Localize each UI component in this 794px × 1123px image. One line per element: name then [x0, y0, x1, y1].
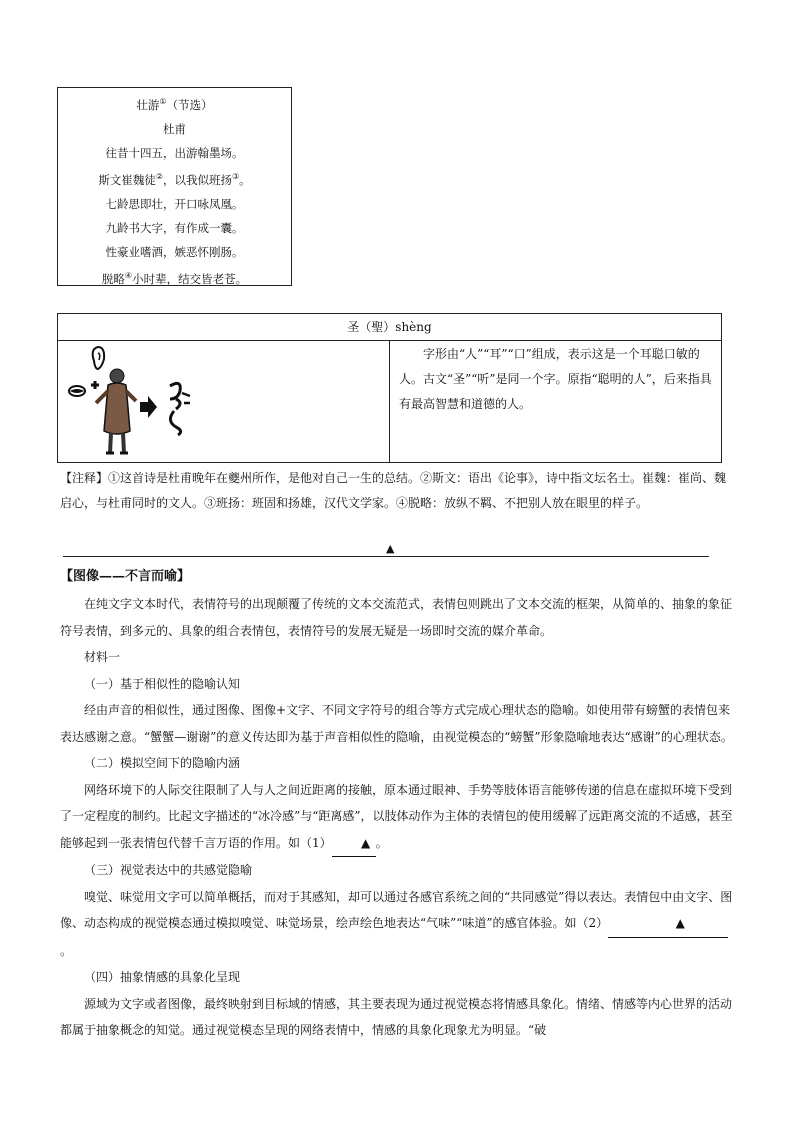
subheading-4: （四）抽象情感的具象化呈现	[84, 970, 241, 984]
poem-line: 斯文崔魏徒②，以我似班扬③。	[98, 171, 251, 187]
plus-sign	[91, 381, 99, 389]
subheading-3: （三）视觉表达中的共感觉隐喻	[84, 863, 253, 877]
material-label: 材料一	[84, 650, 121, 664]
paragraph-4: 源域为文字或者图像，最终映射到目标域的情感，其主要表现为通过视觉模态将情感具象化。情绪、情感等内心世界的活动都属于抽象概念的知觉。通过视觉模态呈现的网络表情中，情感的具象化现象尤为明显。“破	[60, 996, 733, 1037]
poem-line: 七龄思即壮，开口咏凤凰。	[105, 196, 244, 211]
answer-line	[63, 556, 709, 557]
poem-line: 往昔十四五，出游翰墨场。	[105, 145, 244, 160]
paragraph-2: 网络环境下的人际交往限制了人与人之间近距离的接触，原本通过眼神、手势等肢体语言能够传递的信息在虚拟环境下受到了一定程度的制约。比起文字描述的“冰冷感”与“距离感”，以肢体动作为主体的表情包的使用缓解了远距离交流的不适感，甚至能够起到一张表情包代替千言万语的作用。如（1） ▲ 。	[60, 777, 735, 858]
person-head	[110, 369, 124, 383]
paragraph-3: 嗅觉、味觉用文字可以简单概括，而对于其感知，却可以通过各感官系统之间的“共同感觉”得以表达。表情包中由文字、图像、动态构成的视觉模态通过模拟嗅觉、味觉场景，绘声绘色地表达“气味”“味道”的感官体验。如（2） ▲。	[60, 889, 733, 958]
character-illustration	[58, 341, 390, 463]
ear-icon	[93, 347, 104, 369]
subheading-1: （一）基于相似性的隐喻认知	[84, 676, 241, 691]
character-heading: 圣（聖）shèng	[58, 314, 721, 341]
poem-line: 脱略④小时辈，结交皆老苍。	[101, 270, 248, 286]
answer-blank-1[interactable]: ▲	[332, 830, 376, 858]
answer-marker: ▲	[386, 542, 395, 555]
person-body	[104, 383, 130, 434]
poem-author: 杜甫	[163, 121, 186, 136]
character-table	[57, 313, 722, 463]
subheading-2: （二）模拟空间下的隐喻内涵	[84, 756, 241, 770]
poem-title: 壮游①（节选）	[136, 97, 213, 112]
character-explanation: 字形由“人”“耳”“口”组成，表示这是一个耳聪口敏的人。古文“圣”“听”是同一个字。原指“聪明的人”，后来指具有最高智慧和道德的人。	[399, 347, 712, 411]
ancient-character-glyph	[170, 383, 181, 435]
answer-blank-2[interactable]: ▲	[608, 910, 728, 938]
article-body	[60, 591, 735, 1044]
intro-paragraph: 在纯文字文本时代，表情符号的出现颠覆了传统的文本交流范式，表情包则跳出了文本交流的框架，从简单的、抽象的象征符号表情，到多元的、具象的组合表情包，表情符号的发展无疑是一场即时交流的媒介革命。	[60, 597, 733, 638]
paragraph-1: 经由声音的相似性，通过图像、图像+文字、不同文字符号的组合等方式完成心理状态的隐喻。如使用带有螃蟹的表情包来表达感谢之意。“蟹蟹—谢谢”的意义传达即为基于声音相似性的隐喻，由视觉模态的“螃蟹”形象隐喻地表达“感谢”的心理状态。	[60, 703, 733, 744]
poem-line: 性豪业嗜酒，嫉恶怀刚肠。	[105, 244, 244, 259]
poem-line: 九龄书大字，有作成一囊。	[105, 220, 244, 235]
annotation-note: 【注释】①这首诗是杜甫晚年在夔州所作，是他对自己一生的总结。②斯文：语出《论事》，诗中指文坛名士。崔魏：崔尚、魏启心，与杜甫同时的文人。③班扬：班固和扬雄，汉代文学家。④脱略：放纵不羁、不把别人放在眼里的样子。	[60, 471, 727, 510]
arrow-icon	[140, 396, 157, 418]
section-title: 【图像——不言而喻】	[60, 569, 191, 584]
poem-box	[57, 87, 292, 286]
sage-glyph-illustration	[58, 341, 388, 461]
